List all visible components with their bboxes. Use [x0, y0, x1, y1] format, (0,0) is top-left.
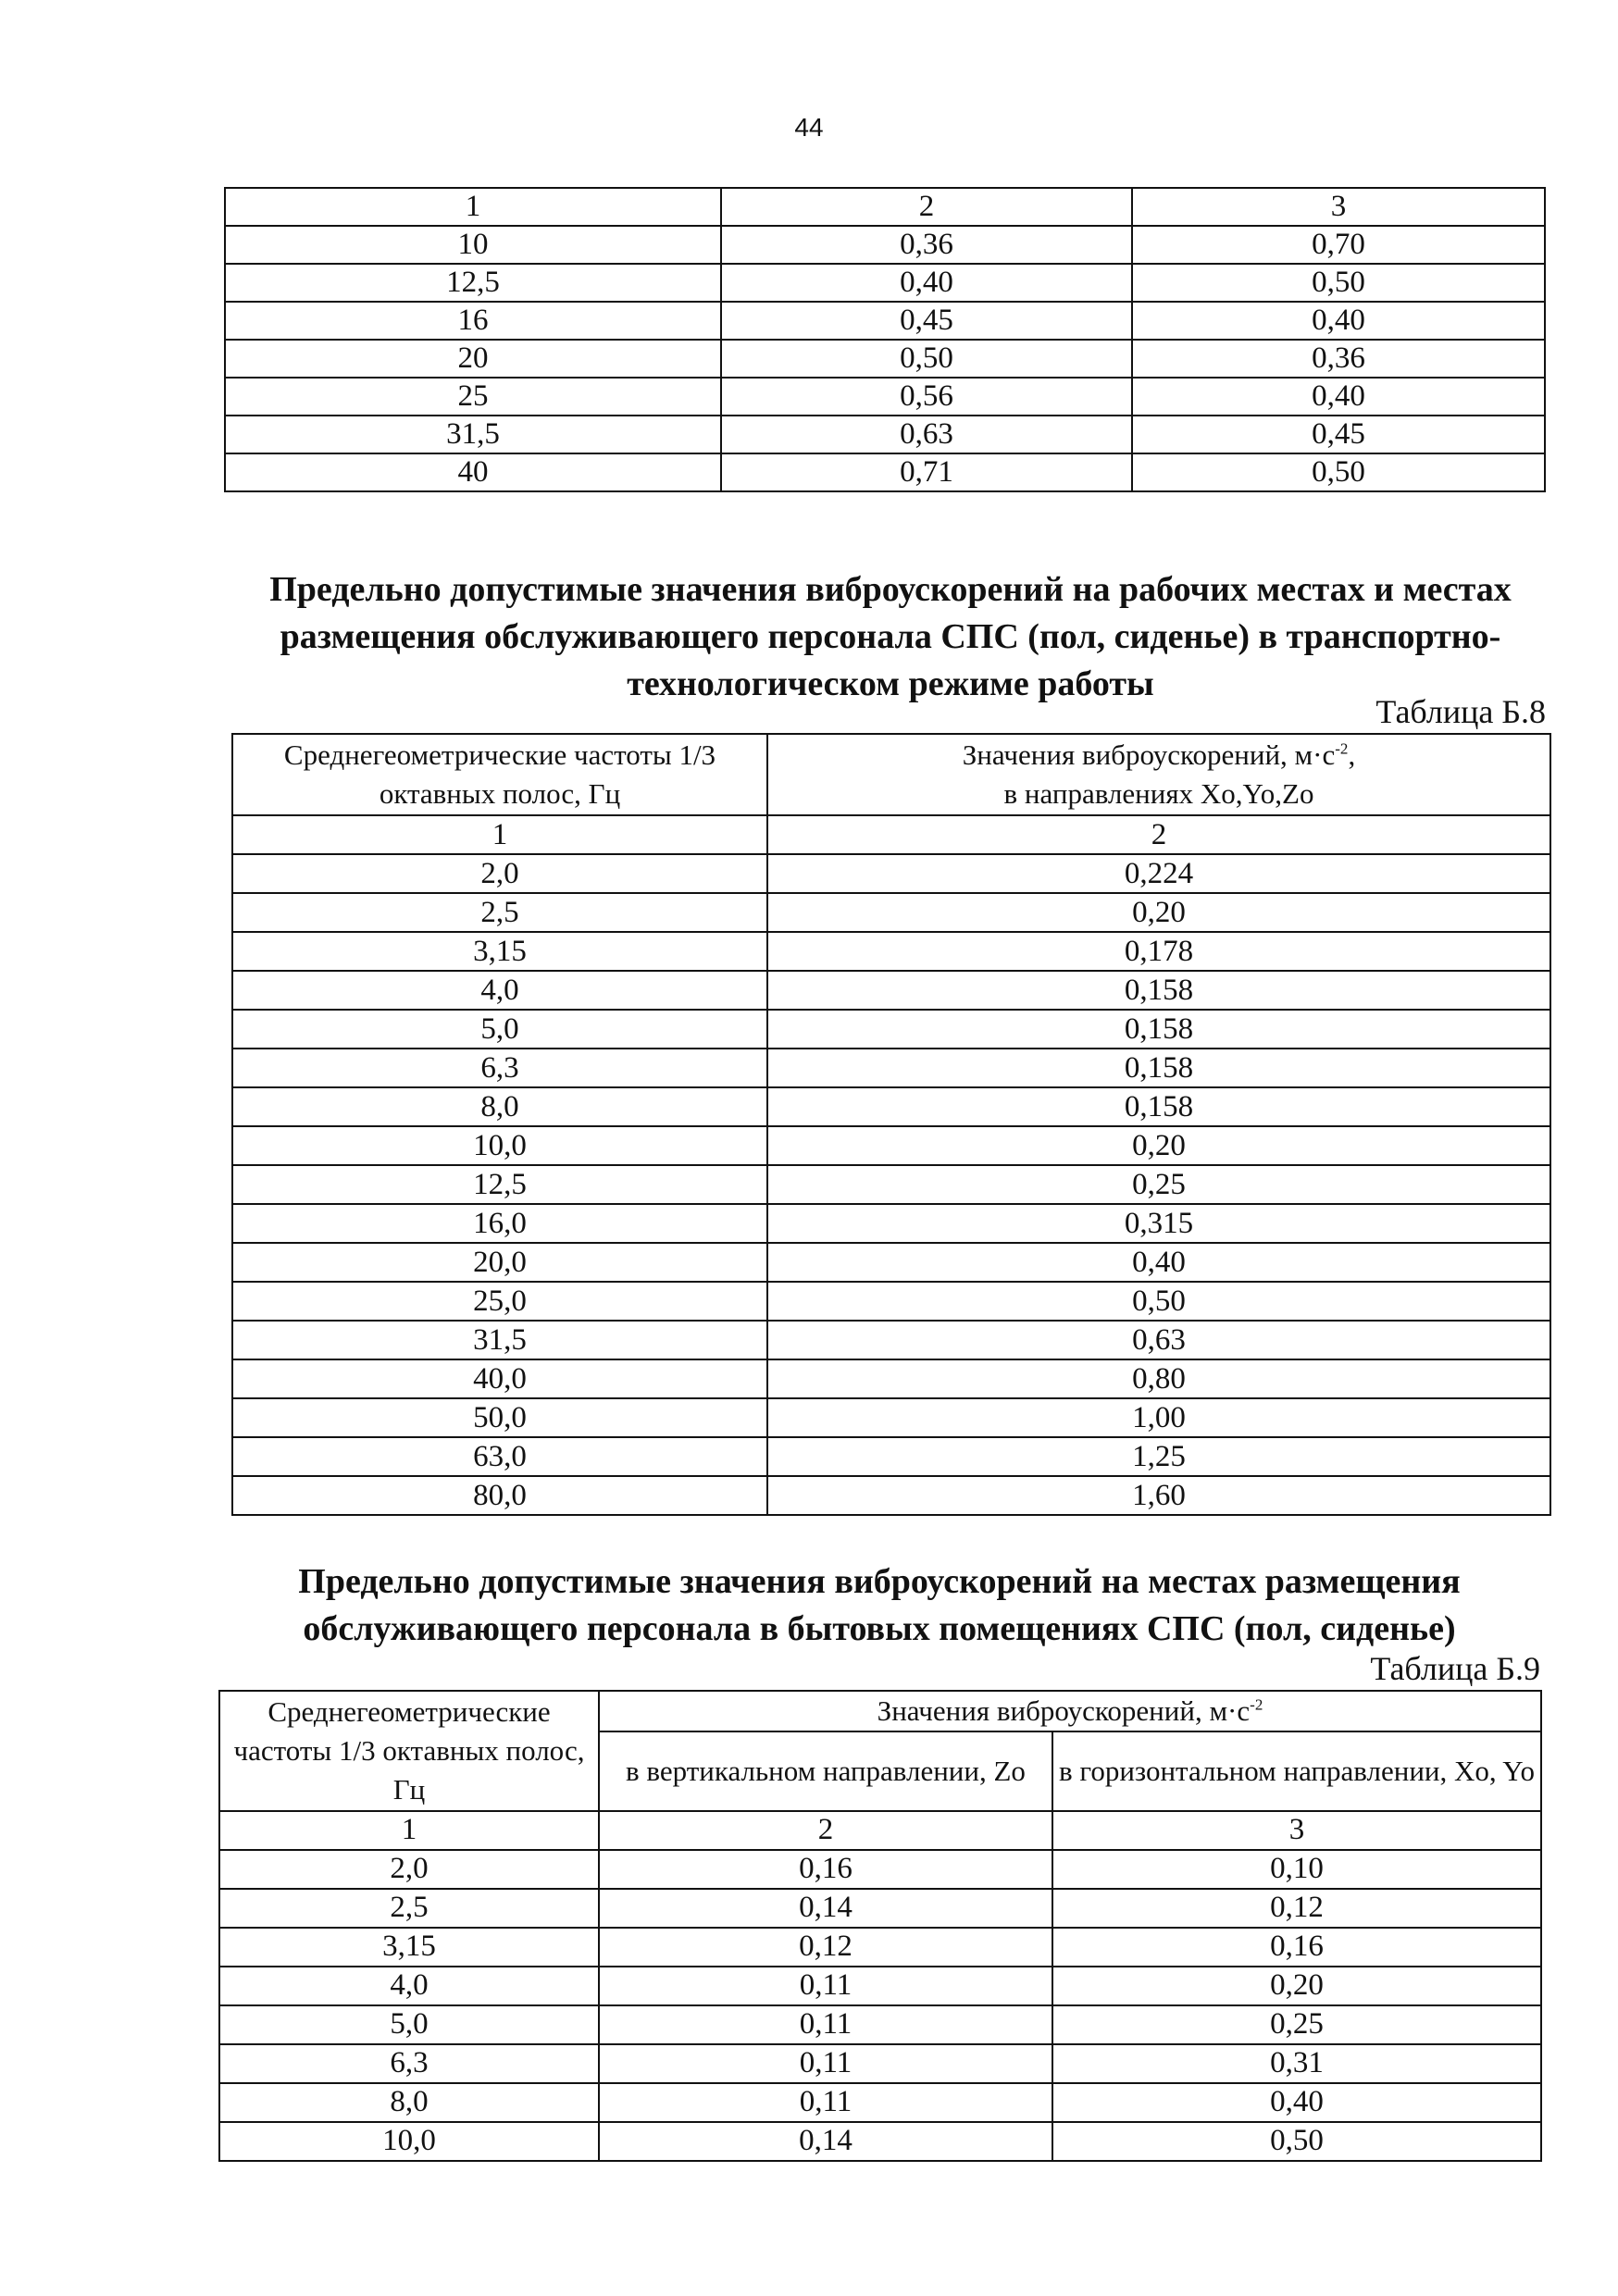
table-cell: 2,0 — [232, 854, 767, 893]
table-row — [219, 2044, 1541, 2083]
table-cell: 0,36 — [721, 226, 1132, 264]
table-cell: 25 — [225, 378, 721, 416]
table-row — [232, 1321, 1550, 1359]
table-row — [232, 1010, 1550, 1049]
table-row — [225, 264, 1545, 302]
table-row — [232, 1476, 1550, 1515]
header-comma: , — [1348, 738, 1356, 772]
table-cell: 6,3 — [232, 1049, 767, 1087]
table-cell: 0,63 — [767, 1321, 1550, 1359]
table-cell: 0,40 — [1052, 2083, 1541, 2122]
table-row — [225, 416, 1545, 453]
table-cell: 12,5 — [232, 1165, 767, 1204]
table-b8 — [231, 733, 1551, 1516]
table-header-row — [219, 1691, 1541, 1731]
acceleration-header-text: Значения виброускорений, м·с — [877, 1694, 1251, 1727]
table-cell: 0,10 — [1052, 1850, 1541, 1889]
directions-header-text: в направлениях Xo,Yo,Zo — [1003, 777, 1314, 810]
table-cell: 0,14 — [599, 1889, 1052, 1928]
table-row — [232, 932, 1550, 971]
table-cell: 0,71 — [721, 453, 1132, 491]
table-b8-label: Таблица Б.8 — [1375, 693, 1546, 730]
table-b9 — [218, 1690, 1542, 2162]
frequency-column-header — [232, 734, 767, 815]
table-cell: 0,12 — [1052, 1889, 1541, 1928]
table-row — [225, 378, 1545, 416]
column-number-cell: 2 — [599, 1811, 1052, 1850]
table-row — [219, 1928, 1541, 1967]
table-cell: 0,11 — [599, 2044, 1052, 2083]
table-cell: 0,12 — [599, 1928, 1052, 1967]
table-b8-heading: Предельно допустимые значения виброускорений на рабочих местах и местах размещения обслуживающего персонала СПС (пол, сиденье) в транспортно-технологическом режиме работы — [269, 570, 1512, 703]
table-cell: 0,16 — [1052, 1928, 1541, 1967]
table-cell: 31,5 — [225, 416, 721, 453]
table-cell: 8,0 — [219, 2083, 599, 2122]
table-row — [232, 1282, 1550, 1321]
table-cell: 0,11 — [599, 1967, 1052, 2005]
table-cell: 0,40 — [1132, 302, 1545, 340]
table-cell: 3,15 — [219, 1928, 599, 1967]
table-row — [219, 1889, 1541, 1928]
table-row — [225, 226, 1545, 264]
table-cell: 5,0 — [219, 2005, 599, 2044]
table-cell: 2,5 — [232, 893, 767, 932]
table-row — [219, 1967, 1541, 2005]
table-cell: 2,0 — [219, 1850, 599, 1889]
unit-exponent: -2 — [1250, 1695, 1263, 1714]
table-row — [225, 340, 1545, 378]
table-cell: 31,5 — [232, 1321, 767, 1359]
table-header-row — [232, 734, 1550, 815]
table-cell: 50,0 — [232, 1398, 767, 1437]
column-number-row — [219, 1811, 1541, 1850]
table-row — [225, 453, 1545, 491]
column-number-cell: 1 — [219, 1811, 599, 1850]
table-cell: 0,50 — [1132, 453, 1545, 491]
continuation-table — [224, 187, 1546, 492]
acceleration-group-header — [599, 1691, 1541, 1731]
table-b9-label: Таблица Б.9 — [1370, 1650, 1540, 1687]
table-header-row — [225, 188, 1545, 226]
table-cell: 0,158 — [767, 1049, 1550, 1087]
table-b9-heading: Предельно допустимые значения виброускорений на местах размещения обслуживающего персонала в бытовых помещениях СПС (пол, сиденье) — [298, 1562, 1461, 1648]
table-cell: 4,0 — [219, 1967, 599, 2005]
table-row — [232, 971, 1550, 1010]
table-cell: 63,0 — [232, 1437, 767, 1476]
column-number-row — [232, 815, 1550, 854]
column-number-cell: 2 — [721, 188, 1132, 226]
table-cell: 0,45 — [721, 302, 1132, 340]
table-cell: 3,15 — [232, 932, 767, 971]
table-cell: 16 — [225, 302, 721, 340]
table-cell: 0,50 — [721, 340, 1132, 378]
horizontal-direction-header: в горизонтальном направлении, Xo, Yo — [1052, 1731, 1541, 1811]
table-cell: 0,158 — [767, 971, 1550, 1010]
table-row — [219, 2005, 1541, 2044]
table-row — [232, 1243, 1550, 1282]
table-cell: 0,31 — [1052, 2044, 1541, 2083]
acceleration-header-text: Значения виброускорений, м·с — [962, 738, 1336, 772]
table-cell: 16,0 — [232, 1204, 767, 1243]
table-cell: 0,50 — [767, 1282, 1550, 1321]
table-cell: 0,25 — [767, 1165, 1550, 1204]
table-cell: 0,63 — [721, 416, 1132, 453]
table-cell: 0,158 — [767, 1010, 1550, 1049]
table-cell: 4,0 — [232, 971, 767, 1010]
column-number-cell: 1 — [225, 188, 721, 226]
frequency-header-text: Среднегеометрические частоты 1/3 октавных полос, Гц — [283, 738, 716, 810]
table-cell: 8,0 — [232, 1087, 767, 1126]
table-cell: 40,0 — [232, 1359, 767, 1398]
table-cell: 2,5 — [219, 1889, 599, 1928]
column-number-cell: 3 — [1052, 1811, 1541, 1850]
table-cell: 0,20 — [767, 1126, 1550, 1165]
table-cell: 0,178 — [767, 932, 1550, 971]
table-row — [232, 1398, 1550, 1437]
table-cell: 0,14 — [599, 2122, 1052, 2161]
table-cell: 0,50 — [1052, 2122, 1541, 2161]
table-cell: 0,224 — [767, 854, 1550, 893]
table-row — [232, 1165, 1550, 1204]
table-cell: 0,11 — [599, 2005, 1052, 2044]
table-cell: 0,40 — [767, 1243, 1550, 1282]
table-cell: 20 — [225, 340, 721, 378]
table-row — [232, 1087, 1550, 1126]
table-cell: 0,25 — [1052, 2005, 1541, 2044]
unit-exponent: -2 — [1335, 739, 1349, 758]
table-cell: 1,25 — [767, 1437, 1550, 1476]
frequency-column-header — [219, 1691, 599, 1811]
table-cell: 80,0 — [232, 1476, 767, 1515]
table-cell: 10,0 — [219, 2122, 599, 2161]
table-cell: 0,36 — [1132, 340, 1545, 378]
table-cell: 5,0 — [232, 1010, 767, 1049]
acceleration-column-header — [767, 734, 1550, 815]
table-cell: 10,0 — [232, 1126, 767, 1165]
table-cell: 0,20 — [767, 893, 1550, 932]
table-cell: 10 — [225, 226, 721, 264]
table-cell: 1,60 — [767, 1476, 1550, 1515]
table-cell: 0,315 — [767, 1204, 1550, 1243]
table-row — [232, 1126, 1550, 1165]
table-row — [232, 1359, 1550, 1398]
table-row — [232, 1204, 1550, 1243]
table-cell: 12,5 — [225, 264, 721, 302]
table-cell: 0,50 — [1132, 264, 1545, 302]
table-row — [225, 302, 1545, 340]
table-cell: 0,40 — [1132, 378, 1545, 416]
table-cell: 0,16 — [599, 1850, 1052, 1889]
table-cell: 40 — [225, 453, 721, 491]
column-number-cell: 2 — [767, 815, 1550, 854]
table-cell: 0,11 — [599, 2083, 1052, 2122]
table-cell: 0,158 — [767, 1087, 1550, 1126]
table-row — [232, 854, 1550, 893]
table-cell: 0,45 — [1132, 416, 1545, 453]
table-cell: 0,40 — [721, 264, 1132, 302]
table-cell: 0,70 — [1132, 226, 1545, 264]
page-number: 44 — [794, 113, 824, 142]
table-row — [232, 893, 1550, 932]
table-cell: 20,0 — [232, 1243, 767, 1282]
table-row — [219, 2083, 1541, 2122]
table-row — [219, 2122, 1541, 2161]
frequency-header-text: Среднегеометрические частоты 1/3 октавных полос, Гц — [233, 1695, 585, 1806]
table-row — [232, 1049, 1550, 1087]
table-cell: 1,00 — [767, 1398, 1550, 1437]
table-cell: 25,0 — [232, 1282, 767, 1321]
table-cell: 0,56 — [721, 378, 1132, 416]
table-cell: 0,80 — [767, 1359, 1550, 1398]
table-cell: 6,3 — [219, 2044, 599, 2083]
vertical-direction-header: в вертикальном направлении, Zo — [599, 1731, 1052, 1811]
column-number-cell: 1 — [232, 815, 767, 854]
column-number-cell: 3 — [1132, 188, 1545, 226]
table-cell: 0,20 — [1052, 1967, 1541, 2005]
table-row — [232, 1437, 1550, 1476]
table-row — [219, 1850, 1541, 1889]
